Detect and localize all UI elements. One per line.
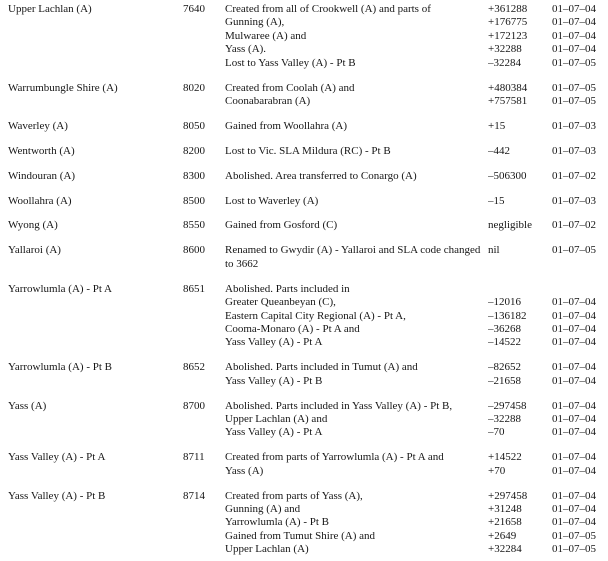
adjustment-value: –32284 xyxy=(488,56,521,69)
table-line xyxy=(0,283,608,296)
table-line xyxy=(0,530,608,543)
adjustment-value: +31248 xyxy=(488,502,522,515)
lga-code xyxy=(183,30,225,43)
change-description: Lost to Vic. SLA Mildura (RC) - Pt B xyxy=(225,144,391,157)
lga-code xyxy=(183,465,225,478)
table-line xyxy=(0,516,608,529)
change-description: Abolished. Parts included in Yass Valley (A) - Pt B, xyxy=(225,399,453,412)
lga-code: 8700 xyxy=(183,399,205,412)
effective-date: 01–07–02 xyxy=(552,219,596,232)
adjustment-value: +32288 xyxy=(488,43,522,56)
area-name xyxy=(8,30,183,43)
effective-date: 01–07–04 xyxy=(552,309,596,322)
table-line xyxy=(0,30,608,43)
change-description: Yass Valley (A) - Pt A xyxy=(225,426,323,439)
effective-date: 01–07–04 xyxy=(552,336,596,349)
lga-code: 8200 xyxy=(183,144,205,157)
adjustment-value: –442 xyxy=(488,144,510,157)
lga-code xyxy=(183,95,225,108)
change-description: Eastern Capital City Regional (A) - Pt A, xyxy=(225,309,406,322)
area-name xyxy=(8,516,183,529)
table-row-group xyxy=(0,195,608,208)
lga-code xyxy=(183,503,225,516)
change-description: Greater Queanbeyan (C), xyxy=(225,296,336,309)
area-name xyxy=(8,465,183,478)
change-description: Coonabarabran (A) xyxy=(225,94,311,107)
table-line xyxy=(0,219,608,232)
area-name xyxy=(8,95,183,108)
change-description: Lost to Waverley (A) xyxy=(225,194,319,207)
area-name: Woollahra (A) xyxy=(8,194,72,207)
area-name: Warrumbungle Shire (A) xyxy=(8,81,118,94)
adjustment-value: +70 xyxy=(488,464,506,477)
effective-date xyxy=(552,283,604,296)
area-name xyxy=(8,543,183,556)
lga-code xyxy=(183,43,225,56)
effective-date: 01–07–04 xyxy=(552,296,596,309)
lga-code xyxy=(183,413,225,426)
effective-date: 01–07–04 xyxy=(552,516,596,529)
area-name xyxy=(8,530,183,543)
lga-code: 7640 xyxy=(183,3,205,15)
table-line xyxy=(0,336,608,349)
change-description: Gained from Woollahra (A) xyxy=(225,119,348,132)
change-description: Abolished. Parts included in Tumut (A) and xyxy=(225,361,418,374)
adjustment-value: +172123 xyxy=(488,29,528,42)
lga-code: 8020 xyxy=(183,81,205,94)
adjustment-value: –15 xyxy=(488,194,505,207)
effective-date: 01–07–05 xyxy=(552,94,596,107)
area-name xyxy=(8,310,183,323)
area-name xyxy=(8,16,183,29)
adjustment-value: negligible xyxy=(488,219,532,232)
adjustment-value: +297458 xyxy=(488,489,528,502)
adjustment-value: –297458 xyxy=(488,399,527,412)
change-description: Gained from Tumut Shire (A) and xyxy=(225,529,376,542)
area-name xyxy=(8,503,183,516)
effective-date: 01–07–04 xyxy=(552,16,596,29)
effective-date: 01–07–05 xyxy=(552,56,596,69)
area-name xyxy=(8,258,183,271)
change-description: Created from Coolah (A) and xyxy=(225,81,355,94)
change-description: Upper Lachlan (A) xyxy=(225,543,309,556)
adjustment-value xyxy=(488,283,552,296)
lga-changes-table xyxy=(0,3,608,557)
area-name: Yass (A) xyxy=(8,399,47,412)
area-name: Windouran (A) xyxy=(8,169,76,182)
adjustment-value: +480384 xyxy=(488,81,528,94)
adjustment-value: +757581 xyxy=(488,94,528,107)
table-line xyxy=(0,258,608,271)
table-line xyxy=(0,244,608,257)
table-line xyxy=(0,57,608,70)
effective-date: 01–07–04 xyxy=(552,43,596,56)
lga-code xyxy=(183,323,225,336)
table-row-group xyxy=(0,361,608,388)
table-row-group xyxy=(0,451,608,478)
table-line xyxy=(0,375,608,388)
effective-date: 01–07–04 xyxy=(552,426,596,439)
adjustment-value: +361288 xyxy=(488,3,528,15)
area-name: Yass Valley (A) - Pt B xyxy=(8,489,106,502)
change-description: Renamed to Gwydir (A) - Yallaroi and SLA code changed xyxy=(225,244,481,257)
effective-date: 01–07–05 xyxy=(552,543,596,556)
effective-date: 01–07–04 xyxy=(552,464,596,477)
effective-date: 01–07–04 xyxy=(552,451,596,464)
lga-code: 8550 xyxy=(183,219,205,232)
lga-code xyxy=(183,310,225,323)
area-name: Yarrowlumla (A) - Pt B xyxy=(8,361,112,374)
adjustment-value: –14522 xyxy=(488,336,521,349)
table-line xyxy=(0,490,608,503)
table-row-group xyxy=(0,120,608,133)
adjustment-value: –12016 xyxy=(488,296,521,309)
adjustment-value: +2649 xyxy=(488,529,517,542)
change-description: Created from all of Crookwell (A) and parts of xyxy=(225,3,431,15)
area-name xyxy=(8,57,183,70)
area-name: Yarrowlumla (A) - Pt A xyxy=(8,282,112,295)
change-description: Yass Valley (A) - Pt B xyxy=(225,374,323,387)
area-name xyxy=(8,375,183,388)
effective-date: 01–07–04 xyxy=(552,374,596,387)
change-description: Abolished. Area transferred to Conargo (A) xyxy=(225,169,417,182)
table-row-group xyxy=(0,82,608,109)
table-line xyxy=(0,543,608,556)
area-name xyxy=(8,323,183,336)
table-line xyxy=(0,16,608,29)
table-row-group xyxy=(0,244,608,271)
adjustment-value: +14522 xyxy=(488,451,522,464)
effective-date: 01–07–04 xyxy=(552,3,596,15)
table-line xyxy=(0,82,608,95)
effective-date: 01–07–02 xyxy=(552,169,596,182)
adjustment-value: +21658 xyxy=(488,516,522,529)
lga-code xyxy=(183,426,225,439)
adjustment-value: +32284 xyxy=(488,543,522,556)
adjustment-value: –32288 xyxy=(488,412,521,425)
adjustment-value: –506300 xyxy=(488,169,527,182)
table-line xyxy=(0,310,608,323)
table-line xyxy=(0,170,608,183)
table-line xyxy=(0,323,608,336)
effective-date: 01–07–04 xyxy=(552,361,596,374)
area-name xyxy=(8,413,183,426)
adjustment-value: –21658 xyxy=(488,374,521,387)
adjustment-value: +15 xyxy=(488,119,506,132)
effective-date: 01–07–04 xyxy=(552,489,596,502)
effective-date: 01–07–05 xyxy=(552,244,596,257)
lga-code: 8711 xyxy=(183,451,205,464)
adjustment-value: nil xyxy=(488,244,500,257)
lga-code xyxy=(183,57,225,70)
effective-date: 01–07–05 xyxy=(552,81,596,94)
lga-code xyxy=(183,16,225,29)
lga-code xyxy=(183,258,225,271)
change-description: Created from parts of Yass (A), xyxy=(225,489,363,502)
change-description: Yass (A). xyxy=(225,43,267,56)
effective-date: 01–07–04 xyxy=(552,502,596,515)
change-description: Gunning (A), xyxy=(225,16,285,29)
change-description: Yarrowlumla (A) - Pt B xyxy=(225,516,329,529)
change-description: Yass (A) xyxy=(225,464,264,477)
table-line xyxy=(0,426,608,439)
table-line xyxy=(0,95,608,108)
area-name: Yallaroi (A) xyxy=(8,244,61,257)
effective-date: 01–07–04 xyxy=(552,322,596,335)
change-description: Yass Valley (A) - Pt A xyxy=(225,336,323,349)
table-line xyxy=(0,3,608,16)
lga-code: 8050 xyxy=(183,119,205,132)
lga-code: 8600 xyxy=(183,244,205,257)
table-row-group xyxy=(0,490,608,557)
area-name: Waverley (A) xyxy=(8,119,68,132)
effective-date: 01–07–04 xyxy=(552,412,596,425)
area-name: Wyong (A) xyxy=(8,219,58,232)
lga-code: 8500 xyxy=(183,194,205,207)
adjustment-value: +176775 xyxy=(488,16,528,29)
area-name: Wentworth (A) xyxy=(8,144,75,157)
lga-code: 8714 xyxy=(183,489,205,502)
table-line xyxy=(0,43,608,56)
effective-date: 01–07–03 xyxy=(552,144,596,157)
effective-date: 01–07–03 xyxy=(552,194,596,207)
effective-date: 01–07–04 xyxy=(552,399,596,412)
effective-date xyxy=(552,258,604,271)
table-row-group xyxy=(0,400,608,440)
area-name xyxy=(8,426,183,439)
table-row-group xyxy=(0,170,608,183)
change-description: Abolished. Parts included in xyxy=(225,282,350,295)
table-row-group xyxy=(0,3,608,70)
table-line xyxy=(0,120,608,133)
change-description: to 3662 xyxy=(225,257,259,270)
lga-code xyxy=(183,530,225,543)
change-description: Lost to Yass Valley (A) - Pt B xyxy=(225,56,356,69)
adjustment-value: –36268 xyxy=(488,322,521,335)
change-description: Gained from Gosford (C) xyxy=(225,219,338,232)
area-name: Upper Lachlan (A) xyxy=(8,3,92,15)
table-line xyxy=(0,451,608,464)
change-description: Created from parts of Yarrowlumla (A) - Pt A and xyxy=(225,451,444,464)
table-line xyxy=(0,145,608,158)
lga-code xyxy=(183,336,225,349)
table-line xyxy=(0,195,608,208)
change-description: Cooma-Monaro (A) - Pt A and xyxy=(225,322,360,335)
effective-date: 01–07–05 xyxy=(552,529,596,542)
effective-date: 01–07–04 xyxy=(552,29,596,42)
table-line xyxy=(0,413,608,426)
area-name xyxy=(8,43,183,56)
table-line xyxy=(0,296,608,309)
table-line xyxy=(0,503,608,516)
lga-code xyxy=(183,516,225,529)
change-description: Mulwaree (A) and xyxy=(225,29,307,42)
lga-code: 8652 xyxy=(183,361,205,374)
table-row-group xyxy=(0,219,608,232)
area-name xyxy=(8,296,183,309)
adjustment-value xyxy=(488,258,552,271)
adjustment-value: –136182 xyxy=(488,309,527,322)
lga-code xyxy=(183,296,225,309)
table-line xyxy=(0,400,608,413)
table-row-group xyxy=(0,283,608,350)
adjustment-value: –70 xyxy=(488,426,505,439)
table-line xyxy=(0,465,608,478)
area-name: Yass Valley (A) - Pt A xyxy=(8,451,106,464)
table-line xyxy=(0,361,608,374)
lga-code: 8651 xyxy=(183,282,205,295)
lga-code: 8300 xyxy=(183,169,205,182)
adjustment-value: –82652 xyxy=(488,361,521,374)
lga-code xyxy=(183,375,225,388)
lga-code xyxy=(183,543,225,556)
effective-date: 01–07–03 xyxy=(552,119,596,132)
area-name xyxy=(8,336,183,349)
table-row-group xyxy=(0,145,608,158)
change-description: Upper Lachlan (A) and xyxy=(225,412,328,425)
change-description: Gunning (A) and xyxy=(225,502,301,515)
